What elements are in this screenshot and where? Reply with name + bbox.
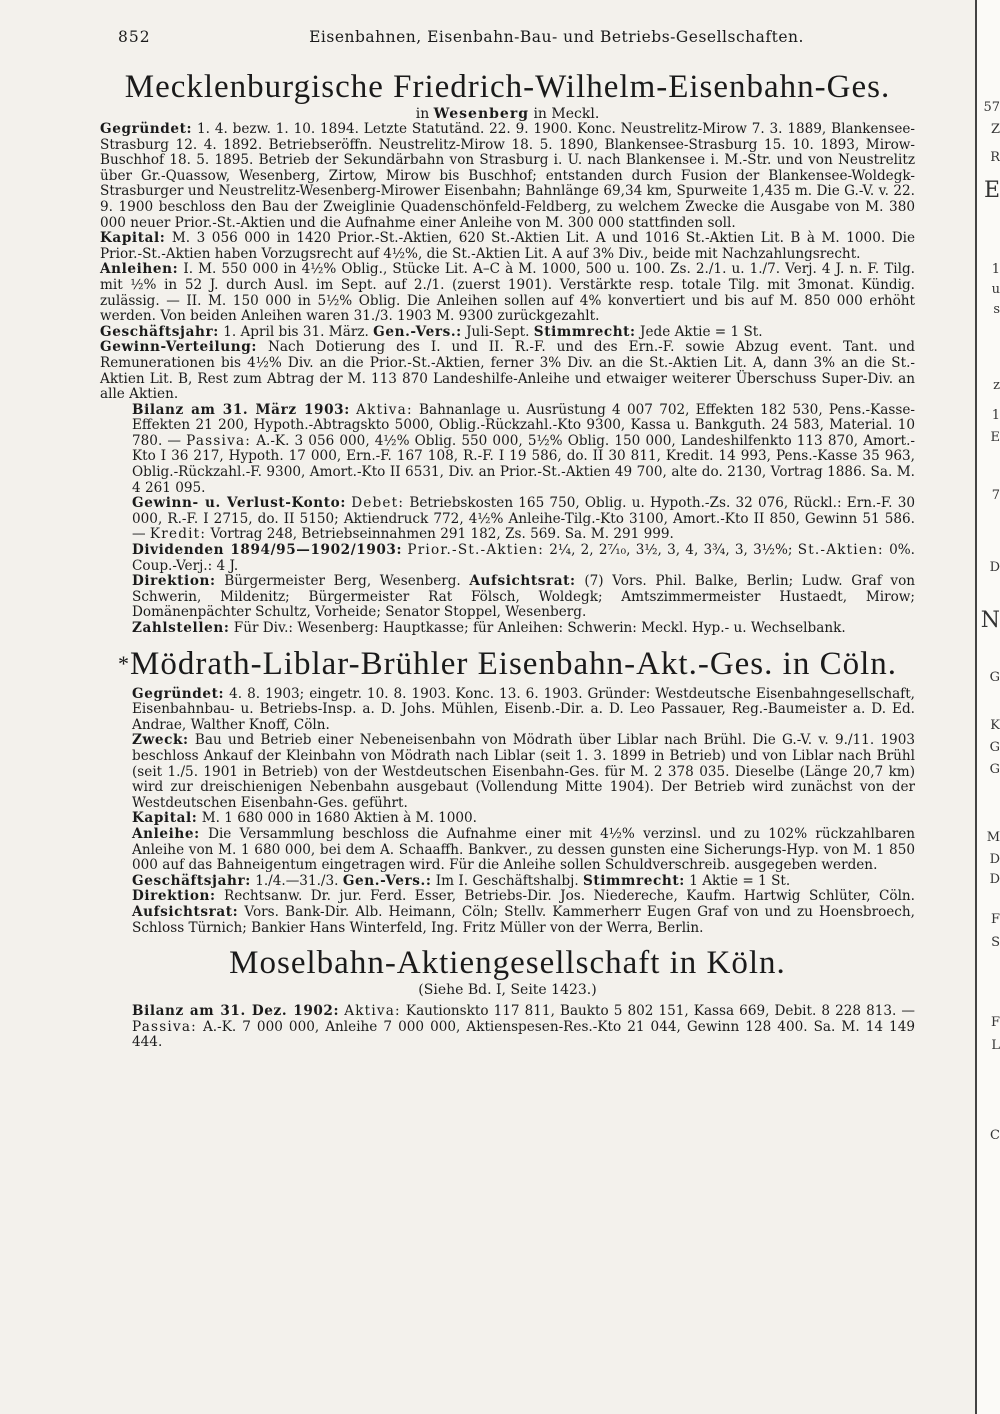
- margin-fragment: E: [983, 178, 1000, 203]
- loan-paragraph: Anleihe: Die Versammlung beschloss die Aufnahme einer mit 4½% verzinsl. und zu 102% rückzahlbaren Anleihe von M. 1 680 000, bei dem A. Schaaffh. Bankver., zu dessen gunsten eine Sicherungs-Hyp. von M. 1 850 000 auf das Bahneigentum eingetragen wird. Für die Anleihe sollen Schuldverschreib. ausgegeben werden.: [132, 825, 915, 874]
- margin-fragment: L: [991, 1038, 1000, 1053]
- running-title: Eisenbahnen, Eisenbahn-Bau- und Betriebs-Gesellschaften.: [309, 28, 804, 46]
- fiscal-year-paragraph: Geschäftsjahr: 1./4.—31./3. Gen.-Vers.: Im I. Geschäftshalbj. Stimmrecht: 1 Aktie = 1 St.: [132, 872, 791, 889]
- loans-paragraph: Anleihen: I. M. 550 000 in 4½% Oblig., Stücke Lit. A–C à M. 1000, 500 u. 100. Zs. 2./1. u. 1./7. Verj. 4 J. n. F. Tilg. mit ½% in 52 J. durch Ausl. im Sept. auf 2./1. (zuerst 1901). Verstärkte resp. totale Tilg. mit 3monat. Kündig. zulässig. — II. M. 150 000 in 5½% Oblig. Die Anleihen sollen auf 4% konvertiert und bis auf M. 850 000 erhöht werden. Von beiden Anleihen waren 31./3. 1903 M. 9300 zurückgezahlt.: [100, 261, 916, 325]
- balance-paragraph: Bilanz am 31. Dez. 1902: Aktiva: Kautionskto 117 811, Baukto 5 802 151, Kassa 669, Debit. 8 228 813. — Passiva: A.-K. 7 000 000, Anleihe 7 000 000, Aktienspesen-Res.-Kto 21 044, Gewinn 128 400. Sa. M. 14 149 444.: [132, 1003, 916, 1051]
- margin-fragment: s: [993, 302, 1000, 317]
- margin-fragment: R: [990, 150, 1000, 165]
- margin-fragment: F: [990, 912, 1000, 927]
- text-column: [100, 28, 915, 1051]
- balance-paragraph: Bilanz am 31. März 1903: Aktiva: Bahnanlage u. Ausrüstung 4 007 702, Effekten 182 530, Pens.-Kasse-Effekten 21 200, Hypoth.-Abtragskto 5000, Oblig.-Rückzahl.-Kto 9300, Kassa u. Bankguth. 24 583, Material. 10 780. — Passiva: A.-K. 3 056 000, 4½% Oblig. 550 000, 5½% Oblig. 150 000, Landeshilfenkto 113 870, Amort.-Kto I 36 217, Hypoth. 17 000, Ern.-F. 167 108, R.-F. I 19 586, do. II 30 811, Kredit. 14 993, Pens.-Kasse 35 963, Oblig.-Rückzahl.-F. 9300, Amort.-Kto II 6531, Div. an Prior.-St.-Aktien 49 700, alte do. 2130, Vortrag 1886. Sa. M. 4 261 095.: [132, 401, 916, 496]
- margin-fragment: 57: [983, 100, 1000, 115]
- capital-paragraph: Kapital: M. 1 680 000 in 1680 Aktien à M. 1000.: [132, 810, 477, 827]
- running-header: [118, 28, 915, 46]
- margin-fragment: Z: [990, 122, 1000, 137]
- margin-fragment: D: [989, 560, 1000, 575]
- paying-agents-paragraph: Zahlstellen: Für Div.: Wesenberg: Hauptkasse; für Anleihen: Schwerin: Meckl. Hyp.- u. Wechselbank.: [132, 620, 846, 636]
- section-subheading: (Siehe Bd. I, Seite 1423.): [418, 982, 597, 999]
- margin-fragment: K: [990, 718, 1000, 733]
- margin-fragment: G: [989, 762, 1000, 777]
- margin-fragment: G: [989, 670, 1000, 685]
- fiscal-year-paragraph: Geschäftsjahr: 1. April bis 31. März. Gen.-Vers.: Juli-Sept. Stimmrecht: Jede Aktie = 1 St.: [100, 323, 763, 340]
- board-paragraph: Direktion: Bürgermeister Berg, Wesenberg. Aufsichtsrat: (7) Vors. Phil. Balke, Berlin; Ludw. Graf von Schwerin, Mildenitz; Bürgermeister Rat Fölsch, Woldegk; Amtszimmermeister Hustaedt, Mirow; Domänenpächter Schultz, Vorheide; Senator Stoppel, Wesenberg.: [132, 573, 916, 621]
- margin-fragment: N: [980, 608, 1000, 633]
- profit-loss-paragraph: Gewinn- u. Verlust-Konto: Debet: Betriebskosten 165 750, Oblig. u. Hypoth.-Zs. 32 076, Rückl.: Ern.-F. 30 000, R.-F. I 2715, do. II 5150; Aktiendruck 772, 4½% Anleihe-Tilg.-Kto 3100, Amort.-Kto II 850, Gewinn 51 586. — Kredit: Vortrag 248, Betriebseinnahmen 291 182, Zs. 569. Sa. M. 291 999.: [132, 495, 916, 543]
- margin-fragment: D: [989, 852, 1000, 867]
- founded-paragraph: Gegründet: 1. 4. bezw. 1. 10. 1894. Letzte Statutänd. 22. 9. 1900. Konc. Neustrelitz-Mirow 7. 3. 1889, Blankensee-Strasburg 12. 4. 1892. Betriebseröffn. Neustrelitz-Mirow 18. 5. 1890, Blankensee-Strasburg 15. 10. 1893, Mirow-Buschhof 18. 5. 1895. Betrieb der Sekundärbahn von Strasburg i. U. nach Blankensee i. M.-Str. und von Neustrelitz über Gr.-Quassow, Wesenberg, Zirtow, Mirow bis Buschhof; entstanden durch Fusion der Blankensee-Woldegk-Strasburger und Neustrelitz-Wesenberg-Mirower Eisenbahn; Bahnlänge 69,34 km, Spurweite 1,435 m. Die G.-V. v. 22. 9. 1900 beschloss den Bau der Zweiglinie Quadenschönfeld-Feldberg, zu welchem Zwecke die Ausgabe von M. 380 000 neuer Prior.-St.-Aktien und die Aufnahme einer Anleihe von M. 300 000 stattfinden soll.: [100, 121, 915, 231]
- margin-fragment: z: [993, 378, 1000, 393]
- purpose-paragraph: Zweck: Bau und Betrieb einer Nebeneisenbahn von Mödrath über Liblar nach Brühl. Die G.-V. v. 9./11. 1903 beschloss Ankauf der Kleinbahn von Mödrath nach Liblar (seit 1. 3. 1899 in Betrieb) und von Liblar nach Brühl (seit 1./5. 1901 in Betrieb) von der Westdeutschen Eisenbahn-Ges. für M. 2 378 035. Dieselbe (Länge 20,7 km) wird zur dreischienigen Nebenbahn ausgebaut (Vollendung Mitte 1904). Der Betrieb wird zunächst von der Westdeutschen Eisenbahn-Ges. geführt.: [132, 732, 915, 811]
- margin-fragment: u: [991, 282, 1000, 297]
- dividends-paragraph: Dividenden 1894/95—1902/1903: Prior.-St.-Aktien: 2¼, 2, 2⁷⁄₁₀, 3½, 3, 4, 3¾, 3, 3½%; St.-Aktien: 0%. Coup.-Verj.: 4 J.: [132, 542, 915, 574]
- margin-fragment: D: [989, 872, 1000, 887]
- margin-fragment: 1: [991, 262, 1000, 277]
- founded-paragraph: Gegründet: 4. 8. 1903; eingetr. 10. 8. 1903. Konc. 13. 6. 1903. Gründer: Westdeutsche Eisenbahngesellschaft, Eisenbahnbau- u. Betriebs-Insp. a. D. Johs. Mühlen, Eisenb.-Dir. a. D. Leo Passauer, Reg.-Baumeister a. D. Ed. Andrae, Walther Knoff, Cöln.: [132, 685, 916, 733]
- margin-fragment: 7: [991, 488, 1000, 503]
- section-heading: Moselbahn-Aktiengesellschaft in Köln.: [229, 945, 786, 982]
- margin-fragment: S: [991, 935, 1000, 950]
- capital-paragraph: Kapital: M. 3 056 000 in 1420 Prior.-St.-Aktien, 620 St.-Aktien Lit. A und 1016 St.-Aktien Lit. B à M. 1000. Die Prior.-St.-Aktien haben Vorzugsrecht auf 4½%, die St.-Aktien Lit. A auf 3% Div., beide mit Nachzahlungsrecht.: [100, 230, 915, 262]
- margin-fragment: F: [990, 1015, 1000, 1030]
- board-paragraph: Direktion: Rechtsanw. Dr. jur. Ferd. Esser, Betriebs-Dir. Jos. Niedereche, Kaufm. Hartwig Schlüter, Cöln. Aufsichtsrat: Vors. Bank-Dir. Alb. Heimann, Cöln; Stellv. Kammerherr Eugen Graf von und zu Hoensbroech, Schloss Türnich; Bankier Hans Winterfeld, Ing. Fritz Müller von der Werra, Berlin.: [132, 888, 915, 936]
- adjacent-page-strip: [975, 0, 1000, 1414]
- margin-fragment: C: [990, 1128, 1000, 1143]
- margin-fragment: E: [990, 430, 1000, 445]
- section-heading: *Mödrath-Liblar-Brühler Eisenbahn-Akt.-Ges. in Cöln.: [117, 645, 897, 682]
- page-number: 852: [118, 28, 151, 46]
- margin-fragment: M: [986, 830, 1000, 845]
- profit-distribution-paragraph: Gewinn-Verteilung: Nach Dotierung des I. und II. R.-F. und des Ern.-F. sowie Abzug event. Tant. und Remunerationen bis 4½% Div. an die Prior.-St.-Aktien, ferner 3% Div. an die St.-Aktien Lit. A, dann 3% an die St.-Aktien Lit. B, Rest zum Abtrag der M. 113 870 Landeshilfe-Anleihe und etwaiger weiterer Überschuss Super-Div. an alle Aktien.: [100, 339, 916, 403]
- margin-fragment: G: [989, 740, 1000, 755]
- section-heading: Mecklenburgische Friedrich-Wilhelm-Eisenbahn-Ges.: [124, 69, 891, 105]
- margin-fragment: 1: [991, 408, 1000, 423]
- section-subheading: in Wesenberg in Meckl.: [415, 106, 600, 122]
